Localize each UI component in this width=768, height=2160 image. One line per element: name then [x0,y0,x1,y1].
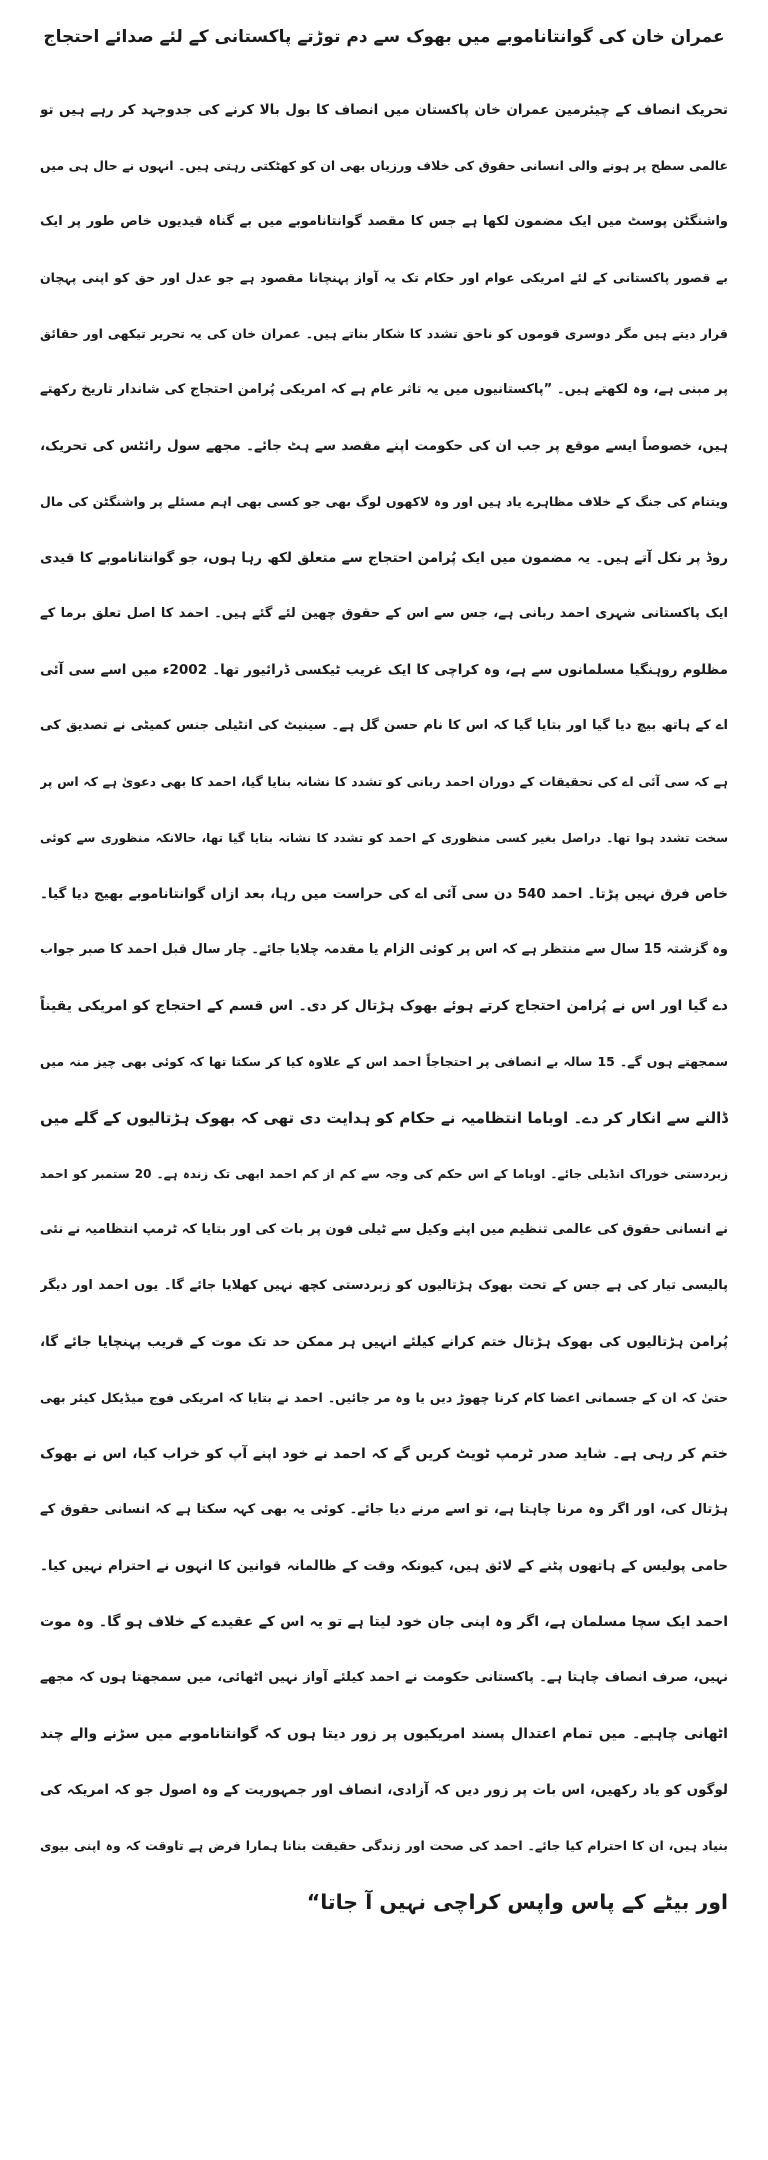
article-line: حامی پولیس کے ہاتھوں پٹنے کے لائق ہیں، کیونکہ وقت کے ظالمانہ قوانین کا انہوں نے احترام نہیں کیا۔ [40,1558,728,1574]
article-line: لوگوں کو یاد رکھیں، اس بات پر زور دیں کہ آزادی، انصاف اور جمہوریت کے وہ اصول جو کہ امریکہ کی [40,1782,728,1798]
article-line: وہ گزشتہ 15 سال سے منتظر ہے کہ اس پر کوئی الزام یا مقدمہ چلایا جائے۔ چار سال قبل احمد کا صبر جواب [40,942,728,957]
article-line: پُرامن ہڑتالیوں کی بھوک ہڑتال ختم کرانے کیلئے انہیں ہر ممکن حد تک موت کے قریب پہنچایا جائے گا، [40,1334,728,1350]
article-line: بنیاد ہیں، ان کا احترام کیا جائے۔ احمد کی صحت اور زندگی حقیقت بنانا ہمارا فرض ہے تاوقت کہ وہ اپنی بیوی [40,1838,728,1853]
article-line: ہے کہ سی آئی اے کی تحقیقات کے دوران احمد ربانی کو تشدد کا نشانہ بنایا گیا، احمد کا بھی دعویٰ ہے کہ اس پر [40,774,728,789]
article-line: اور بیٹے کے پاس واپس کراچی نہیں آ جاتا“ [306,1890,728,1914]
article-line: سخت تشدد ہوا تھا۔ دراصل بغیر کسی منظوری کے احمد کو تشدد کا نشانہ بنایا گیا تھا، حالانکہ منظوری سے کوئی [40,831,728,845]
article-line: ویتنام کی جنگ کے خلاف مظاہرے یاد ہیں اور وہ لاکھوں لوگ بھی جو کسی بھی اہم مسئلے پر واشنگٹن کی مال [40,494,728,509]
article-line: اے کے ہاتھ بیچ دیا گیا اور بتایا گیا کہ اس کا نام حسن گل ہے۔ سینیٹ کی انٹیلی جنس کمیٹی نے تصدیق کی [40,718,728,733]
article-line: احمد ایک سچا مسلمان ہے، اگر وہ اپنی جان خود لیتا ہے تو یہ اس کے عقیدے کے خلاف ہو گا۔ وہ موت [40,1614,728,1630]
article-line: قرار دیتے ہیں مگر دوسری قوموں کو ناحق تشدد کا شکار بناتے ہیں۔ عمران خان کی یہ تحریر تیکھی اور حقائق [40,326,728,341]
article-line: خاص فرق نہیں پڑتا۔ احمد 540 دن سی آئی اے کی حراست میں رہا، بعد ازاں گوانتاناموبے بھیج دیا گیا۔ [40,886,728,902]
article-line: نہیں، صرف انصاف چاہتا ہے۔ پاکستانی حکومت نے احمد کیلئے آواز نہیں اٹھائی، میں سمجھتا ہوں کہ مجھے [40,1670,728,1685]
article-line: ڈالنے سے انکار کر دے۔ اوباما انتظامیہ نے حکام کو ہدایت دی تھی کہ بھوک ہڑتالیوں کے گلے میں [40,1109,728,1127]
article-line: ہیں، خصوصاً ایسے موقع پر جب ان کی حکومت اپنے مقصد سے ہٹ جائے۔ مجھے سول رائٹس کی تحریک، [40,438,728,454]
article-line: تحریک انصاف کے چیئرمین عمران خان پاکستان میں انصاف کا بول بالا کرنے کی جدوجہد کر رہے ہیں تو [40,102,728,118]
article-line: پالیسی تیار کی ہے جس کے تحت بھوک ہڑتالیوں کو زبردستی کچھ نہیں کھلایا جائے گا۔ یوں احمد اور دیگر [40,1278,728,1293]
article-line: زبردستی خوراک انڈیلی جائے۔ اوباما کے اس حکم کی وجہ سے کم از کم احمد ابھی تک زندہ ہے۔ 20 ستمبر کو احمد [40,1167,728,1181]
article-line: مظلوم روہنگیا مسلمانوں سے ہے، وہ کراچی کا ایک غریب ٹیکسی ڈرائیور تھا۔ 2002ء میں اسے سی آئی [40,662,728,678]
article-line: روڈ پر نکل آتے ہیں۔ یہ مضمون میں ایک پُرامن احتجاج سے متعلق لکھ رہا ہوں، جو گوانتاناموبے کا قیدی [40,550,728,566]
article-headline: عمران خان کی گوانتاناموبے میں بھوک سے دم توڑتے پاکستانی کے لئے صدائے احتجاج [43,27,725,47]
article-line: ایک پاکستانی شہری احمد ربانی ہے، جس سے اس کے حقوق چھین لئے گئے ہیں۔ احمد کا اصل تعلق برما کے [40,606,728,621]
article-line: ہڑتال کی، اور اگر وہ مرنا چاہتا ہے، تو اسے مرنے دیا جائے۔ کوئی یہ بھی کہہ سکتا ہے کہ انسانی حقوق کے [40,1502,728,1517]
article-body [40,82,728,1930]
article-line: عالمی سطح پر ہونے والی انسانی حقوق کی خلاف ورزیاں بھی ان کو کھٹکتی رہتی ہیں۔ انہوں نے حال ہی میں [40,158,728,173]
article-line: حتیٰ کہ ان کے جسمانی اعضا کام کرنا چھوڑ دیں یا وہ مر جائیں۔ احمد نے بتایا کہ امریکی فوج میڈیکل کیئر بھی [40,1390,728,1405]
article-line: پر مبنی ہے، وہ لکھتے ہیں۔ ”پاکستانیوں میں یہ تاثر عام ہے کہ امریکی پُرامن احتجاج کی شاندار تاریخ رکھتے [40,382,728,397]
article-line: نے انسانی حقوق کی عالمی تنظیم میں اپنے وکیل سے ٹیلی فون پر بات کی اور بتایا کہ ٹرمپ انتظامیہ نے نئی [40,1222,728,1237]
article-line: واشنگٹن پوسٹ میں ایک مضمون لکھا ہے جس کا مقصد گوانتاناموبے میں بے گناہ قیدیوں خاص طور پر ایک [40,214,728,229]
article-line: بے قصور پاکستانی کے لئے امریکی عوام اور حکام تک یہ آواز پہنچانا مقصود ہے جو عدل اور حق کو اپنی پہچان [40,270,728,285]
article-line: اٹھانی چاہیے۔ میں تمام اعتدال پسند امریکیوں پر زور دیتا ہوں کہ گوانتاناموبے میں سڑنے والے چند [40,1726,728,1742]
article-line: سمجھتے ہوں گے۔ 15 سالہ بے انصافی پر احتجاجاً احمد اس کے علاوہ کیا کر سکتا تھا کہ کوئی بھی چیز منہ میں [40,1054,728,1069]
article-line: ختم کر رہی ہے۔ شاید صدر ٹرمپ ٹویٹ کریں گے کہ احمد نے خود اپنے آپ کو خراب کیا، اس نے بھوک [40,1446,728,1462]
article-line: دے گیا اور اس نے پُرامن احتجاج کرتے ہوئے بھوک ہڑتال کر دی۔ اس قسم کے احتجاج کو امریکی یقیناً [40,998,728,1014]
